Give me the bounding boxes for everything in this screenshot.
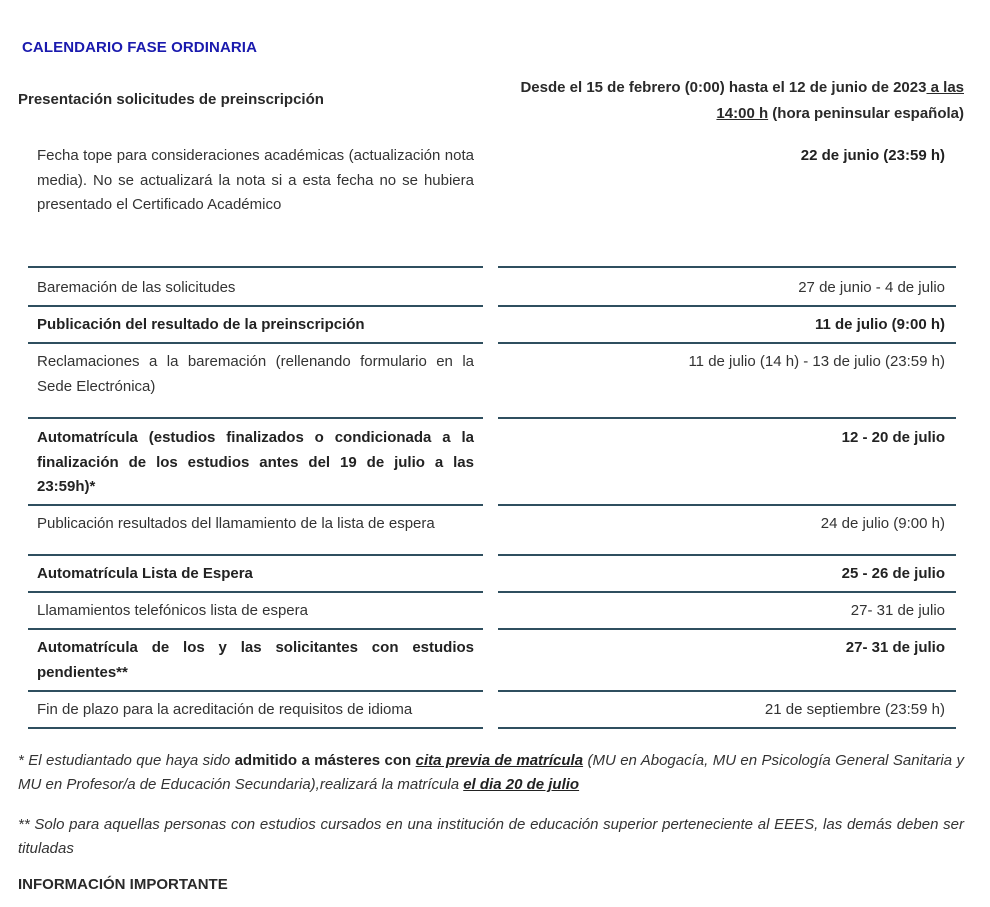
header-label: Presentación solicitudes de preinscripción bbox=[18, 91, 324, 108]
table-row bbox=[28, 144, 956, 268]
row-label: Publicación resultados del llamamiento de la lista de espera bbox=[37, 515, 435, 532]
table-row bbox=[28, 268, 956, 307]
header-date-part1: Desde el 15 de febrero (0:00) hasta el 12 de junio de 2023 bbox=[520, 79, 927, 96]
calendar-table bbox=[28, 144, 956, 729]
footnote-1-text-2: (MU en Abogacía, MU en Psicología General Sanitaria y MU en Profesor/a de Educación Secundaria),realizará la matrícula bbox=[18, 752, 965, 793]
row-label: Automatrícula de los y las solicitantes con estudios pendientes** bbox=[37, 639, 474, 681]
table-row bbox=[28, 556, 956, 593]
table-row bbox=[28, 506, 956, 556]
table-row bbox=[28, 630, 956, 692]
row-label: Llamamientos telefónicos lista de espera bbox=[37, 602, 308, 619]
row-date: 11 de julio (14 h) - 13 de julio (23:59 h) bbox=[688, 353, 945, 370]
row-label: Fin de plazo para la acreditación de requisitos de idioma bbox=[37, 701, 413, 718]
header-date-underlined: a las 14:00 h bbox=[716, 79, 964, 122]
info-heading: INFORMACIÓN IMPORTANTE bbox=[18, 876, 228, 893]
table-row bbox=[28, 692, 956, 729]
row-date: 27- 31 de julio bbox=[845, 639, 945, 656]
row-date: 27 de junio - 4 de julio bbox=[798, 279, 945, 296]
row-date: 27- 31 de julio bbox=[850, 602, 945, 619]
footnote-2: ** Solo para aquellas personas con estudios cursados en una institución de educación superior perteneciente al EEES, las demás deben ser tituladas bbox=[18, 816, 964, 857]
row-label: Reclamaciones a la baremación (rellenando formulario en la Sede Electrónica) bbox=[37, 353, 474, 395]
table-row bbox=[28, 307, 956, 344]
header-row bbox=[18, 75, 964, 130]
row-label: Baremación de las solicitudes bbox=[37, 279, 236, 296]
table-row bbox=[28, 419, 956, 506]
footnote-1 bbox=[18, 749, 964, 797]
row-date: 22 de junio (23:59 h) bbox=[800, 147, 945, 164]
row-divider bbox=[498, 727, 956, 729]
row-label: Automatrícula (estudios finalizados o condicionada a la finalización de los estudios antes del 19 de julio a las 23:59h)* bbox=[37, 429, 474, 495]
row-date: 21 de septiembre (23:59 h) bbox=[764, 701, 945, 718]
page-title: CALENDARIO FASE ORDINARIA bbox=[22, 39, 258, 56]
footnote-1-text: * El estudiantado que haya sido bbox=[18, 752, 235, 769]
header-date-part2: (hora peninsular española) bbox=[768, 105, 964, 122]
row-divider bbox=[28, 727, 483, 729]
footnote-1-bold: admitido a másteres con bbox=[234, 752, 416, 769]
header-date bbox=[494, 75, 964, 127]
footnote-1-underlined: cita previa de matrícula bbox=[415, 752, 584, 769]
row-date: 25 - 26 de julio bbox=[841, 565, 945, 582]
table-row bbox=[28, 344, 956, 419]
row-date: 24 de julio (9:00 h) bbox=[820, 515, 945, 532]
table-row bbox=[28, 593, 956, 630]
row-date: 11 de julio (9:00 h) bbox=[814, 316, 945, 333]
footnote-1-date: el dia 20 de julio bbox=[463, 776, 580, 793]
row-label: Publicación del resultado de la preinscripción bbox=[37, 316, 365, 333]
row-date: 12 - 20 de julio bbox=[841, 429, 945, 446]
row-label: Fecha tope para consideraciones académicas (actualización nota media). No se actualizará la nota si a esta fecha no se hubiera presentado el Certificado Académico bbox=[37, 147, 474, 213]
row-label: Automatrícula Lista de Espera bbox=[37, 565, 253, 582]
